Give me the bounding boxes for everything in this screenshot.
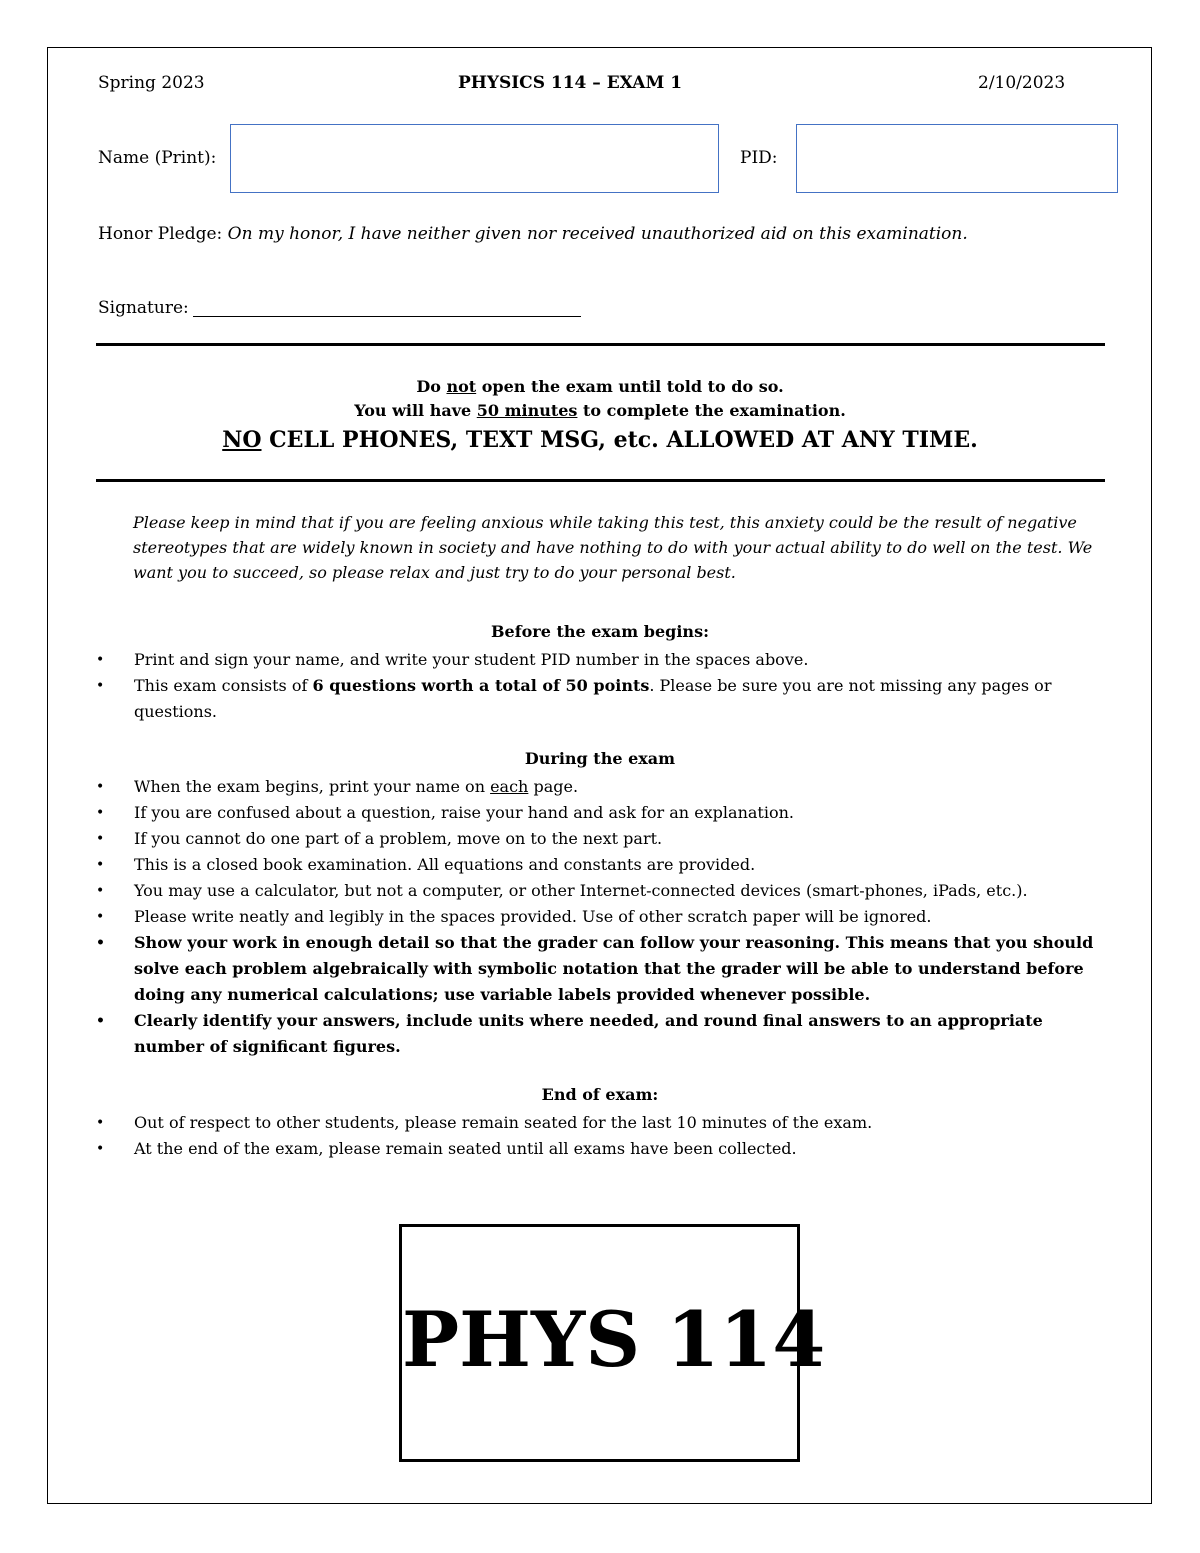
- notice-1-post: open the exam until told to do so.: [476, 377, 784, 396]
- pid-label: PID:: [740, 148, 778, 168]
- notice-3-underline: NO: [222, 427, 262, 453]
- anxiety-note: Please keep in mind that if you are feeling anxious while taking this test, this anxiety could be the result of negative stereotypes that are widely known in society and have nothing to do with your actual ability to do well on the test. We want you to succeed, so please relax and just try to do your personal best.: [133, 513, 1093, 582]
- name-label: Name (Print):: [98, 148, 217, 168]
- honor-pledge: [98, 224, 968, 244]
- signature-label: Signature:: [98, 298, 189, 318]
- list-item: • Out of respect to other students, please remain seated for the last 10 minutes of the exam.: [96, 1113, 873, 1132]
- list-item: • Clearly identify your answers, include units where needed, and round final answers to an appropriate number of significant figures.: [96, 1011, 1043, 1056]
- list-item: • This exam consists of 6 questions worth a total of 50 points. Please be sure you are not missing any pages or questions.: [96, 676, 1052, 721]
- list-item: • This is a closed book examination. All equations and constants are provided.: [96, 855, 756, 874]
- exam-date: 2/10/2023: [978, 73, 1066, 93]
- list-item: • At the end of the exam, please remain seated until all exams have been collected.: [96, 1139, 797, 1158]
- list-item: • When the exam begins, print your name on each page.: [96, 777, 579, 796]
- top-rule: [96, 343, 1105, 346]
- during-title: During the exam: [524, 749, 676, 768]
- term-label: Spring 2023: [98, 73, 205, 93]
- name-field[interactable]: [230, 124, 719, 193]
- notice-3-post: CELL PHONES, TEXT MSG, etc. ALLOWED AT ANY TIME.: [261, 427, 978, 453]
- list-item: • Please write neatly and legibly in the spaces provided. Use of other scratch paper will be ignored.: [96, 907, 932, 926]
- course-box: [399, 1224, 826, 1462]
- list-item: • Show your work in enough detail so that the grader can follow your reasoning. This means that you should solve each problem algebraically with symbolic notation that the grader will be able to understand before doing any numerical calculations; use variable labels provided whenever possible.: [96, 933, 1094, 1004]
- pid-field[interactable]: [796, 124, 1118, 193]
- notice-1-underline: not: [446, 377, 477, 396]
- course-box-label: PHYS 114: [402, 1295, 826, 1384]
- signature-line[interactable]: [193, 296, 581, 317]
- notice-2-post: to complete the examination.: [577, 401, 846, 420]
- notice-line-3: [0, 427, 1200, 453]
- list-item: • You may use a calculator, but not a computer, or other Internet-connected devices (smart-phones, iPads, etc.).: [96, 881, 1028, 900]
- before-title: Before the exam begins:: [491, 622, 709, 641]
- before-list: [96, 647, 1096, 725]
- notice-line-2: [0, 401, 1200, 420]
- end-title: End of exam:: [541, 1085, 659, 1104]
- notice-line-1: [0, 377, 1200, 396]
- notice-2-pre: You will have: [354, 401, 477, 420]
- list-item: • Print and sign your name, and write your student PID number in the spaces above.: [96, 650, 809, 669]
- honor-pledge-text: On my honor, I have neither given nor received unauthorized aid on this examination.: [227, 224, 968, 244]
- list-item: • If you cannot do one part of a problem, move on to the next part.: [96, 829, 663, 848]
- end-list: [96, 1110, 1096, 1162]
- exam-title-text: PHYSICS 114 – EXAM 1: [457, 73, 683, 93]
- notice-1-pre: Do: [416, 377, 447, 396]
- bottom-rule: [96, 479, 1105, 482]
- list-item: • If you are confused about a question, raise your hand and ask for an explanation.: [96, 803, 794, 822]
- during-list: [96, 774, 1096, 1060]
- honor-pledge-label: Honor Pledge:: [98, 224, 223, 244]
- notice-2-underline: 50 minutes: [476, 401, 578, 420]
